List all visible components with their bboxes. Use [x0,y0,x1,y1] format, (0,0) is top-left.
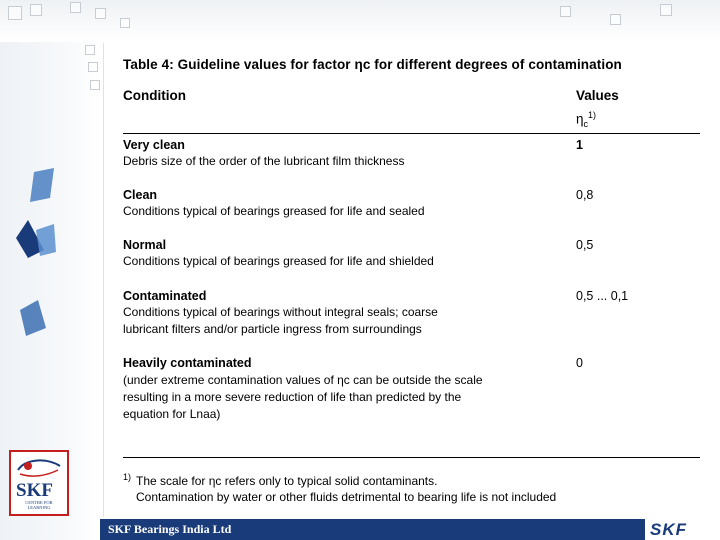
row-title: Normal [123,238,167,252]
deco-square [660,4,672,16]
content-panel [103,43,716,517]
deco-square [95,8,106,19]
deco-square [8,6,22,20]
eta-symbol: η [576,111,584,127]
header-condition: Condition [123,88,186,103]
row-desc: equation for Lnaa) [123,407,221,421]
footer-company: SKF Bearings India Ltd [108,522,232,536]
deco-square [88,62,98,72]
row-title: Heavily contaminated [123,356,252,370]
row-value: 0,5 [576,238,594,252]
row-title: Very clean [123,138,185,152]
deco-square [610,14,621,25]
footnote-line2: Contamination by water or other fluids detrimental to bearing life is not included [136,490,557,504]
blue-tiles-decoration [10,160,70,350]
row-title: Contaminated [123,289,207,303]
deco-square [85,45,95,55]
logo-subtitle: CENTRE FOR LEARNING [25,500,53,510]
footnote-line1: The scale for ηc refers only to typical solid contaminants. [136,474,438,488]
footnote-ref: 1) [588,110,597,120]
header-rule [123,133,700,134]
footnote-mark: 1) [123,472,132,482]
table-title: Table 4: Guideline values for factor ηc for different degrees of contamination [123,57,622,72]
deco-square [560,6,571,17]
row-desc: Conditions typical of bearings greased for life and sealed [123,204,425,218]
row-desc: lubricant filters and/or particle ingress from surroundings [123,322,422,336]
eta-subscript: c [583,119,589,130]
header-values: Values [576,88,619,103]
row-desc: (under extreme contamination values of ηc can be outside the scale [123,373,483,387]
row-desc: Conditions typical of bearings without integral seals; coarse [123,305,438,319]
deco-square [30,4,42,16]
row-value: 0,8 [576,188,594,202]
logo-name: SKF [16,480,53,501]
row-title: Clean [123,188,158,202]
row-desc: Debris size of the order of the lubricant film thickness [123,154,405,168]
row-desc: resulting in a more severe reduction of life than predicted by the [123,390,462,404]
deco-square [90,80,100,90]
deco-square [70,2,81,13]
row-value: 0,5 ... 0,1 [576,289,629,303]
row-value: 0 [576,356,583,370]
footnote-rule [123,457,700,458]
deco-square [120,18,130,28]
footer-brand-logo: SKF [650,520,687,539]
logo-swirl-icon [14,456,64,480]
row-value: 1 [576,138,583,152]
header-values-symbol [576,110,596,129]
row-desc: Conditions typical of bearings greased for life and shielded [123,254,434,268]
